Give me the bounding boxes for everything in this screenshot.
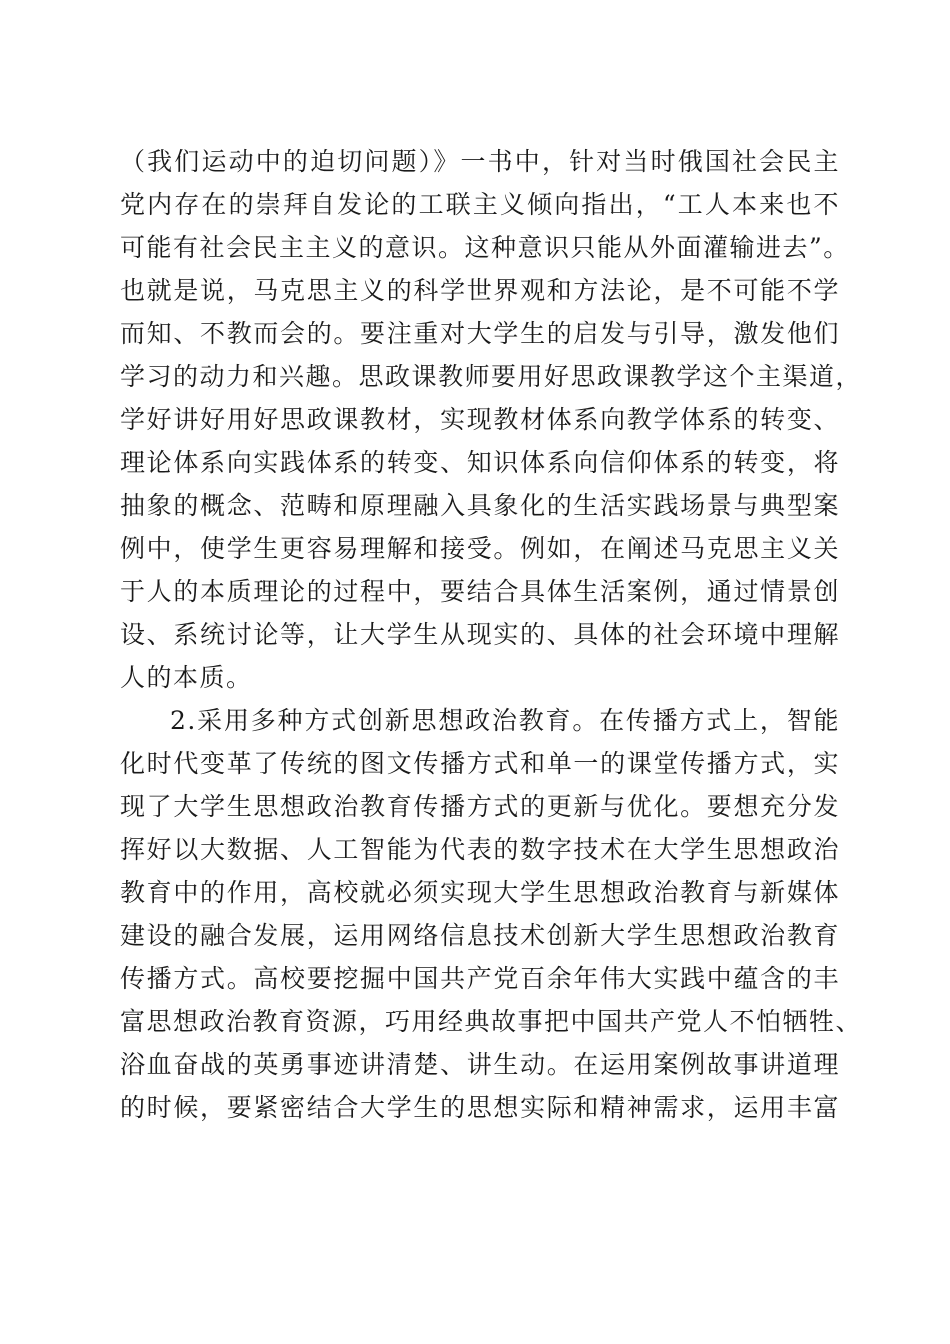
text-line: 现了大学生思想政治教育传播方式的更新与优化。要想充分发 — [120, 792, 840, 821]
text-line: 学好讲好用好思政课教材，实现教材体系向教学体系的转变、 — [120, 405, 840, 434]
paragraph-2 — [120, 699, 863, 1129]
text-line: 党内存在的崇拜自发论的工联主义倾向指出，“工人本来也不 — [120, 190, 840, 219]
text-line: 人的本质。 — [120, 663, 253, 692]
text-line: 于人的本质理论的过程中，要结合具体生活案例，通过情景创 — [120, 577, 840, 606]
text-line: 教育中的作用，高校就必须实现大学生思想政治教育与新媒体 — [120, 878, 840, 907]
text-line: 设、系统讨论等，让大学生从现实的、具体的社会环境中理解 — [120, 620, 840, 649]
text-line: 可能有社会民主主义的意识。这种意识只能从外面灌输进去”。 — [120, 233, 850, 262]
text-line: 的时候，要紧密结合大学生的思想实际和精神需求，运用丰富 — [120, 1093, 840, 1122]
text-line: 建设的融合发展，运用网络信息技术创新大学生思想政治教育 — [120, 921, 840, 950]
text-line: 理论体系向实践体系的转变、知识体系向信仰体系的转变，将 — [120, 448, 840, 477]
text-line: 富思想政治教育资源，巧用经典故事把中国共产党人不怕牺牲、 — [120, 1007, 863, 1036]
text-line: 化时代变革了传统的图文传播方式和单一的课堂传播方式，实 — [120, 749, 840, 778]
text-line: （我们运动中的迫切问题）》一书中，针对当时俄国社会民主 — [120, 147, 840, 176]
text-line: 学习的动力和兴趣。思政课教师要用好思政课教学这个主渠道， — [120, 362, 863, 391]
text-line: 抽象的概念、范畴和原理融入具象化的生活实践场景与典型案 — [120, 491, 840, 520]
text-line: 挥好以大数据、人工智能为代表的数字技术在大学生思想政治 — [120, 835, 840, 864]
text-line: 而知、不教而会的。要注重对大学生的启发与引导，激发他们 — [120, 319, 840, 348]
paragraph-1 — [120, 140, 863, 699]
text-line: 传播方式。高校要挖掘中国共产党百余年伟大实践中蕴含的丰 — [120, 964, 840, 993]
text-line: 2.采用多种方式创新思想政治教育。在传播方式上，智能 — [170, 706, 840, 735]
body-text — [120, 140, 863, 1129]
text-line: 浴血奋战的英勇事迹讲清楚、讲生动。在运用案例故事讲道理 — [120, 1050, 840, 1079]
text-line: 例中，使学生更容易理解和接受。例如，在阐述马克思主义关 — [120, 534, 840, 563]
text-line: 也就是说，马克思主义的科学世界观和方法论，是不可能不学 — [120, 276, 840, 305]
